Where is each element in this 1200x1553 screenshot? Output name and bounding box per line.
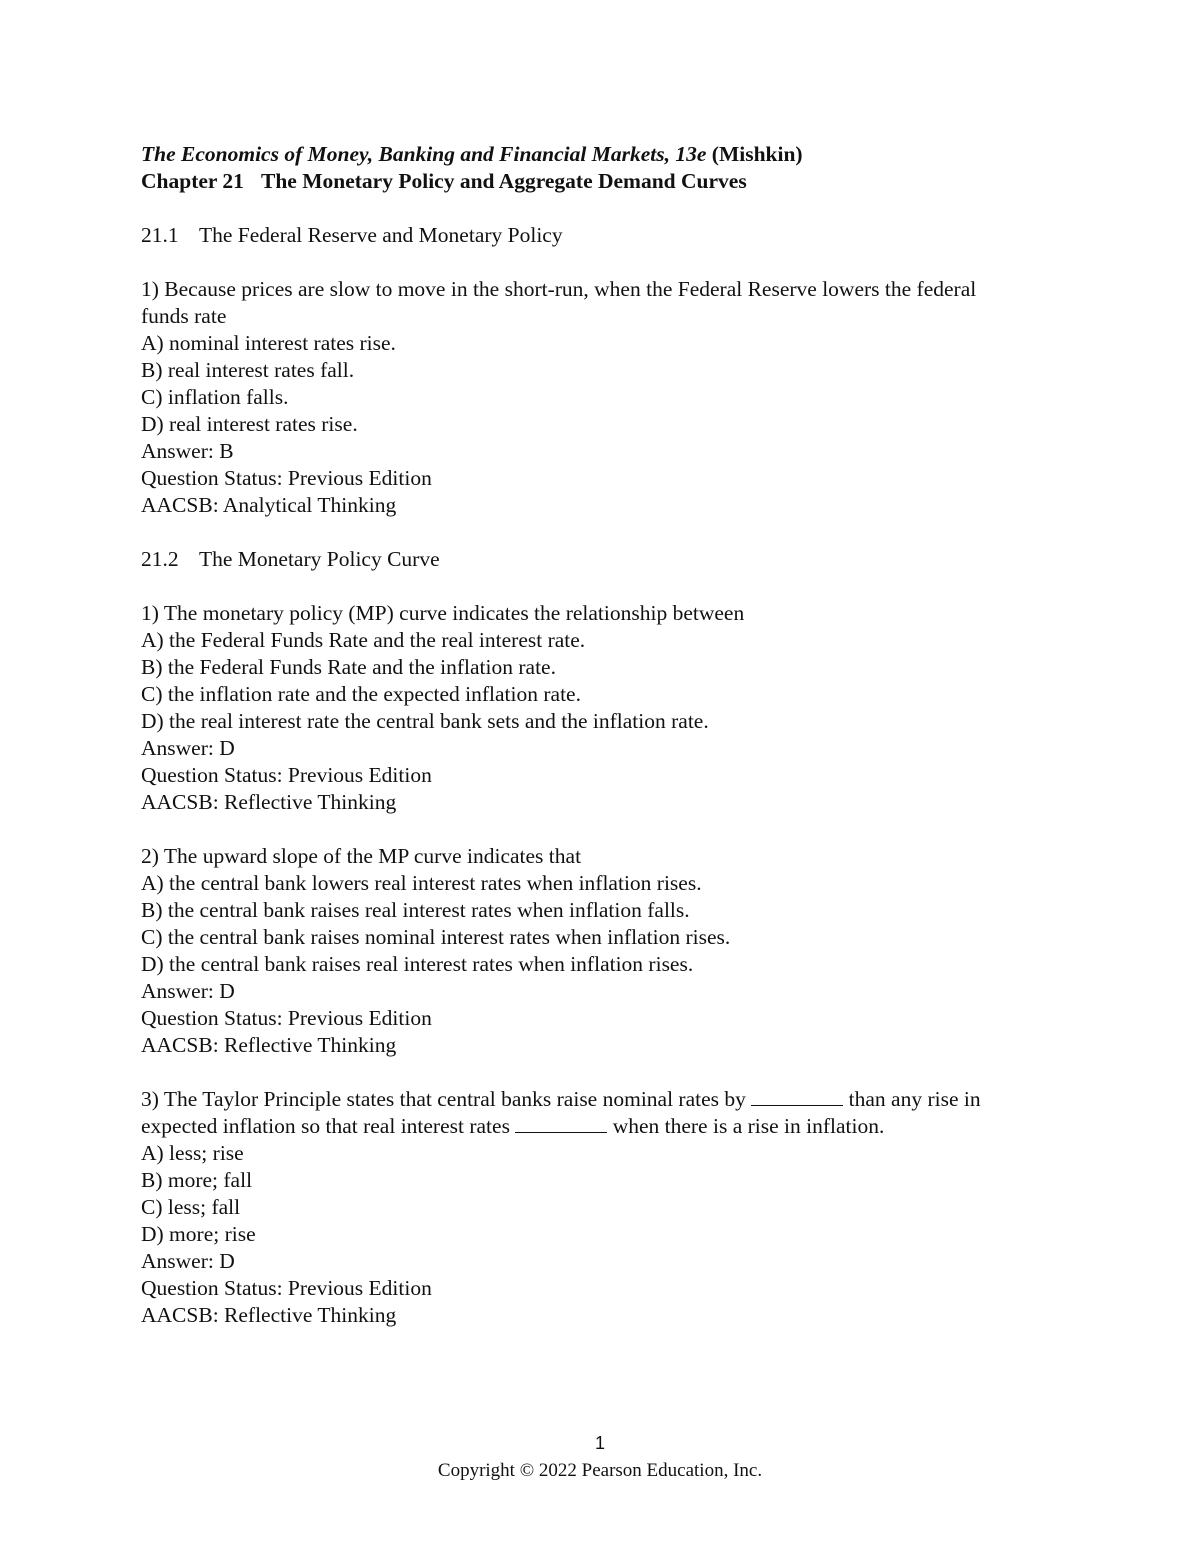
aacsb-tag: AACSB: Analytical Thinking — [141, 493, 397, 517]
author: (Mishkin) — [711, 142, 803, 166]
section-title: The Federal Reserve and Monetary Policy — [199, 223, 563, 247]
answer-option: B) more; fall — [141, 1168, 253, 1192]
chapter-title: The Monetary Policy and Aggregate Demand Curves — [261, 169, 747, 193]
book-title: The Economics of Money, Banking and Financial Markets, 13e — [141, 142, 707, 166]
question-block — [141, 276, 1081, 519]
answer-option: B) the central bank raises real interest rates when inflation falls. — [141, 898, 690, 922]
answer-option: A) the Federal Funds Rate and the real interest rate. — [141, 628, 586, 652]
answer-option: B) real interest rates fall. — [141, 358, 355, 382]
question-status: Question Status: Previous Edition — [141, 1276, 432, 1300]
aacsb-tag: AACSB: Reflective Thinking — [141, 1033, 397, 1057]
correct-answer: Answer: D — [141, 736, 235, 760]
question-stem-part: than any rise in — [848, 1087, 981, 1111]
page-number: 1 — [594, 1433, 605, 1453]
question-stem-part: 3) The Taylor Principle states that central banks raise nominal rates by — [141, 1087, 746, 1111]
question-stem: 1) The monetary policy (MP) curve indicates the relationship between — [141, 601, 745, 625]
question-block — [141, 843, 1081, 1059]
answer-option: B) the Federal Funds Rate and the inflation rate. — [141, 655, 556, 679]
fill-in-blank — [515, 1113, 607, 1133]
aacsb-tag: AACSB: Reflective Thinking — [141, 1303, 397, 1327]
question-status: Question Status: Previous Edition — [141, 1006, 432, 1030]
answer-option: C) the inflation rate and the expected inflation rate. — [141, 682, 581, 706]
question-stem: 1) Because prices are slow to move in the short-run, when the Federal Reserve lowers the federal — [141, 277, 977, 301]
answer-option: D) the real interest rate the central bank sets and the inflation rate. — [141, 709, 709, 733]
correct-answer: Answer: D — [141, 979, 235, 1003]
answer-option: D) more; rise — [141, 1222, 256, 1246]
section-number: 21.2 — [141, 547, 179, 571]
aacsb-tag: AACSB: Reflective Thinking — [141, 790, 397, 814]
answer-option: C) the central bank raises nominal interest rates when inflation rises. — [141, 925, 731, 949]
fill-in-blank — [751, 1086, 843, 1106]
answer-option: D) real interest rates rise. — [141, 412, 358, 436]
chapter-heading — [141, 168, 1081, 195]
question-block — [141, 1086, 1081, 1329]
question-stem — [141, 1086, 1081, 1113]
correct-answer: Answer: D — [141, 1249, 235, 1273]
book-title-line — [141, 141, 1081, 168]
section-heading — [141, 222, 1081, 249]
section-heading — [141, 546, 1081, 573]
question-stem-part: when there is a rise in inflation. — [612, 1114, 885, 1138]
question-stem-continued: funds rate — [141, 304, 227, 328]
section-number: 21.1 — [141, 223, 179, 247]
section-title: The Monetary Policy Curve — [199, 547, 440, 571]
question-status: Question Status: Previous Edition — [141, 466, 432, 490]
question-status: Question Status: Previous Edition — [141, 763, 432, 787]
answer-option: A) the central bank lowers real interest rates when inflation rises. — [141, 871, 702, 895]
answer-option: C) inflation falls. — [141, 385, 289, 409]
answer-option: C) less; fall — [141, 1195, 241, 1219]
question-stem: 2) The upward slope of the MP curve indicates that — [141, 844, 582, 868]
question-block — [141, 600, 1081, 816]
question-stem-continued — [141, 1113, 1081, 1140]
copyright-notice: Copyright © 2022 Pearson Education, Inc. — [437, 1460, 763, 1481]
answer-option: A) less; rise — [141, 1141, 244, 1165]
answer-option: A) nominal interest rates rise. — [141, 331, 396, 355]
answer-option: D) the central bank raises real interest rates when inflation rises. — [141, 952, 694, 976]
correct-answer: Answer: B — [141, 439, 234, 463]
question-stem-part: expected inflation so that real interest rates — [141, 1114, 510, 1138]
document-page — [141, 141, 1081, 1329]
chapter-number: Chapter 21 — [141, 169, 244, 193]
